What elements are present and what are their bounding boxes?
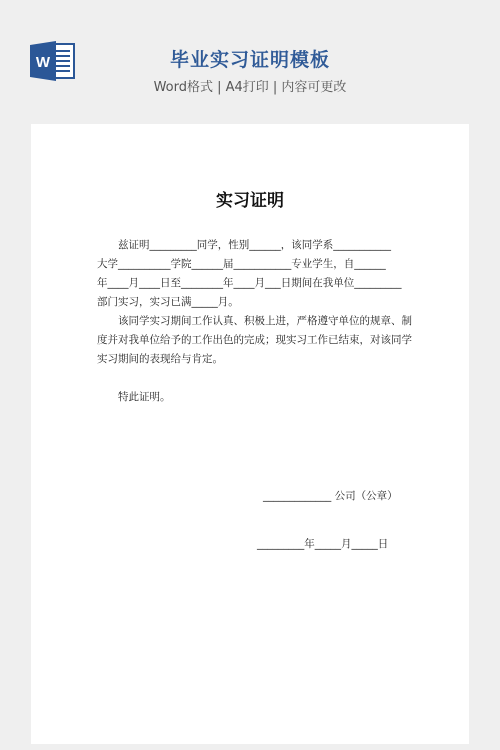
body-line bbox=[97, 369, 411, 388]
page-subtitle: Word格式 | A4打印 | 内容可更改 bbox=[153, 80, 347, 95]
body-line: 年____月____日至________年____月___日期间在我单位_________ bbox=[97, 277, 402, 289]
body-line: 兹证明_________同学，性别______，该同学系___________ bbox=[97, 239, 391, 251]
body-line: 度并对我单位给予的工作出色的完成；现实习工作已结束，对该同学 bbox=[97, 334, 412, 346]
body-line: 大学__________学院______届___________专业学生，自______ bbox=[97, 258, 386, 270]
company-signature: _____________ 公司（公章） bbox=[263, 490, 398, 502]
document-body bbox=[97, 236, 411, 407]
page-header bbox=[0, 0, 500, 122]
signature-date: _________年_____月_____日 bbox=[257, 538, 389, 550]
closing-line: 特此证明。 bbox=[97, 391, 171, 403]
document-title: 实习证明 bbox=[216, 191, 284, 211]
svg-text:W: W bbox=[35, 54, 51, 71]
body-line: 该同学实习期间工作认真、积极上进，严格遵守单位的规章、制 bbox=[97, 315, 412, 327]
body-line: 部门实习，实习已满_____月。 bbox=[97, 296, 239, 308]
body-line: 实习期间的表现给与肯定。 bbox=[97, 353, 223, 365]
document-page bbox=[31, 124, 469, 744]
page-title: 毕业实习证明模板 bbox=[169, 49, 330, 71]
